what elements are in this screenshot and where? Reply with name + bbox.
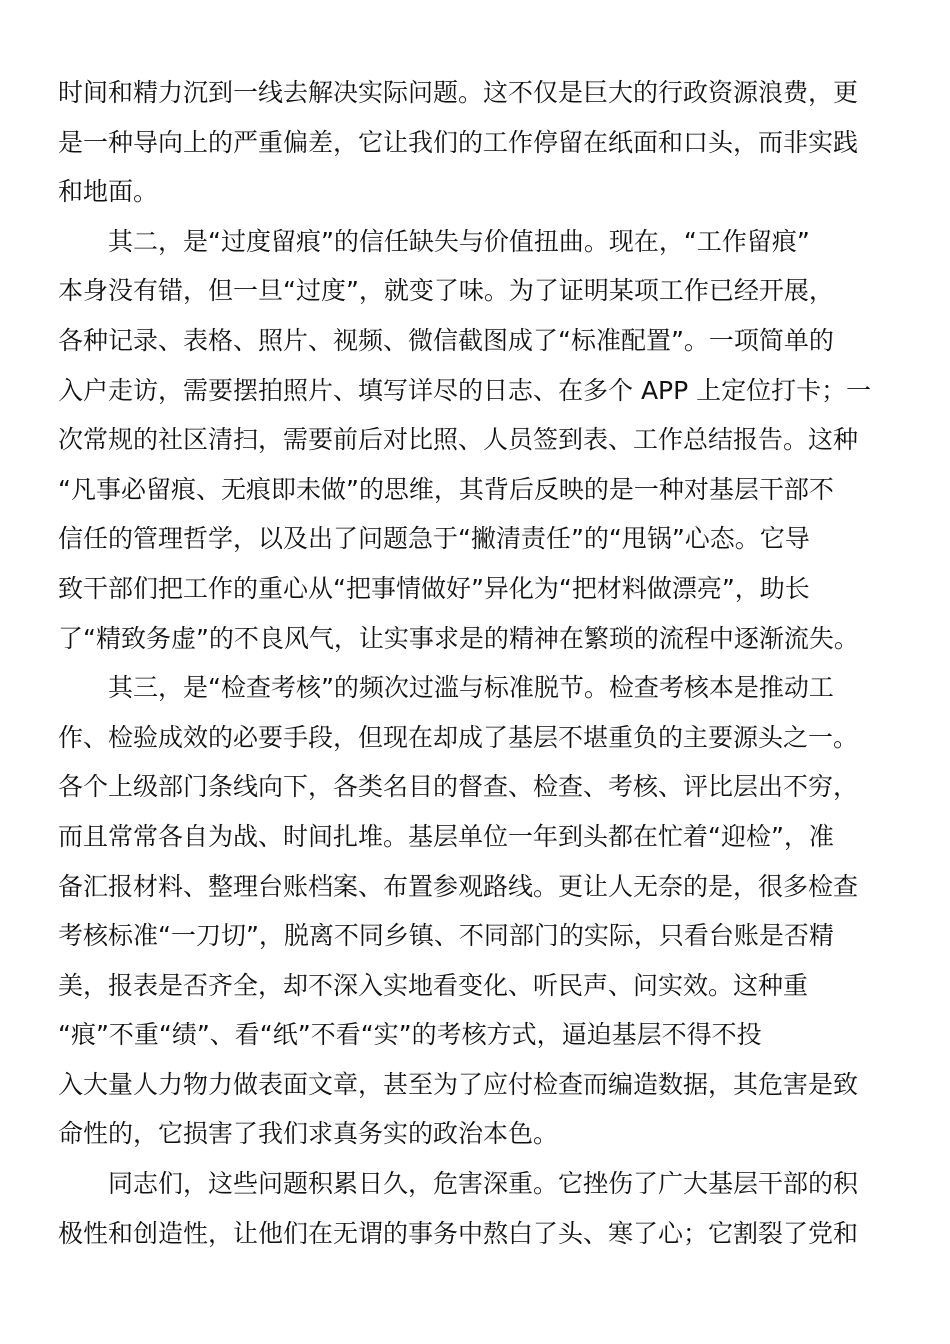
text-line: 了“精致务虚”的不良风气，让实事求是的精神在繁琐的流程中逐渐流失。 [58,623,859,653]
text-line: 本身没有错，但一旦“过度”，就变了味。为了证明某项工作已经开展， [58,276,834,306]
text-line: 备汇报材料、整理台账档案、布置参观路线。更让人无奈的是，很多检查 [58,871,859,901]
text-line: 和地面。 [58,177,159,207]
text-line: 入大量人力物力做表面文章，甚至为了应付检查而编造数据，其危害是致 [58,1069,859,1099]
text-line: 致干部们把工作的重心从“把事情做好”异化为“把材料做漂亮”，助长 [58,573,810,603]
text-line: 极性和创造性，让他们在无谓的事务中熬白了头、寒了心；它割裂了党和 [58,1218,859,1248]
text-line: 作、检验成效的必要手段，但现在却成了基层不堪重负的主要源头之一。 [58,722,859,752]
paragraph-start-line: 其三，是“检查考核”的频次过滥与标准脱节。检查考核本是推动工 [108,673,834,703]
text-line: 次常规的社区清扫，需要前后对比照、人员签到表、工作总结报告。这种 [58,425,859,455]
text-line: 时间和精力沉到一线去解决实际问题。这不仅是巨大的行政资源浪费，更 [58,78,859,107]
text-line: 信任的管理哲学，以及出了问题急于“撇清责任”的“甩锅”心态。它导 [58,524,810,554]
text-line: 而且常常各自为战、时间扎堆。基层单位一年到头都在忙着“迎检”，准 [58,821,834,851]
document-body [58,68,894,1258]
text-line: “痕”不重“绩”、看“纸”不看“实”的考核方式，逼迫基层不得不投 [58,1020,762,1050]
text-line: 入户走访，需要摆拍照片、填写详尽的日志、在多个 APP 上定位打卡；一 [58,375,872,405]
paragraph-start-line: 其二，是“过度留痕”的信任缺失与价值扭曲。现在，“工作留痕” [108,226,810,256]
text-line: 美，报表是否齐全，却不深入实地看变化、听民声、问实效。这种重 [58,970,809,1000]
text-line: 各种记录、表格、照片、视频、微信截图成了“标准配置”。一项简单的 [58,325,834,355]
paragraph-start-line: 同志们，这些问题积累日久，危害深重。它挫伤了广大基层干部的积 [108,1169,859,1199]
text-line: 各个上级部门条线向下，各类名目的督查、检查、考核、评比层出不穷， [58,772,859,802]
text-line: “凡事必留痕、无痕即未做”的思维，其背后反映的是一种对基层干部不 [58,474,834,504]
text-line: 是一种导向上的严重偏差，它让我们的工作停留在纸面和口头，而非实践 [58,127,859,157]
text-line: 考核标准“一刀切”，脱离不同乡镇、不同部门的实际，只看台账是否精 [58,921,834,951]
text-line: 命性的，它损害了我们求真务实的政治本色。 [58,1119,559,1149]
